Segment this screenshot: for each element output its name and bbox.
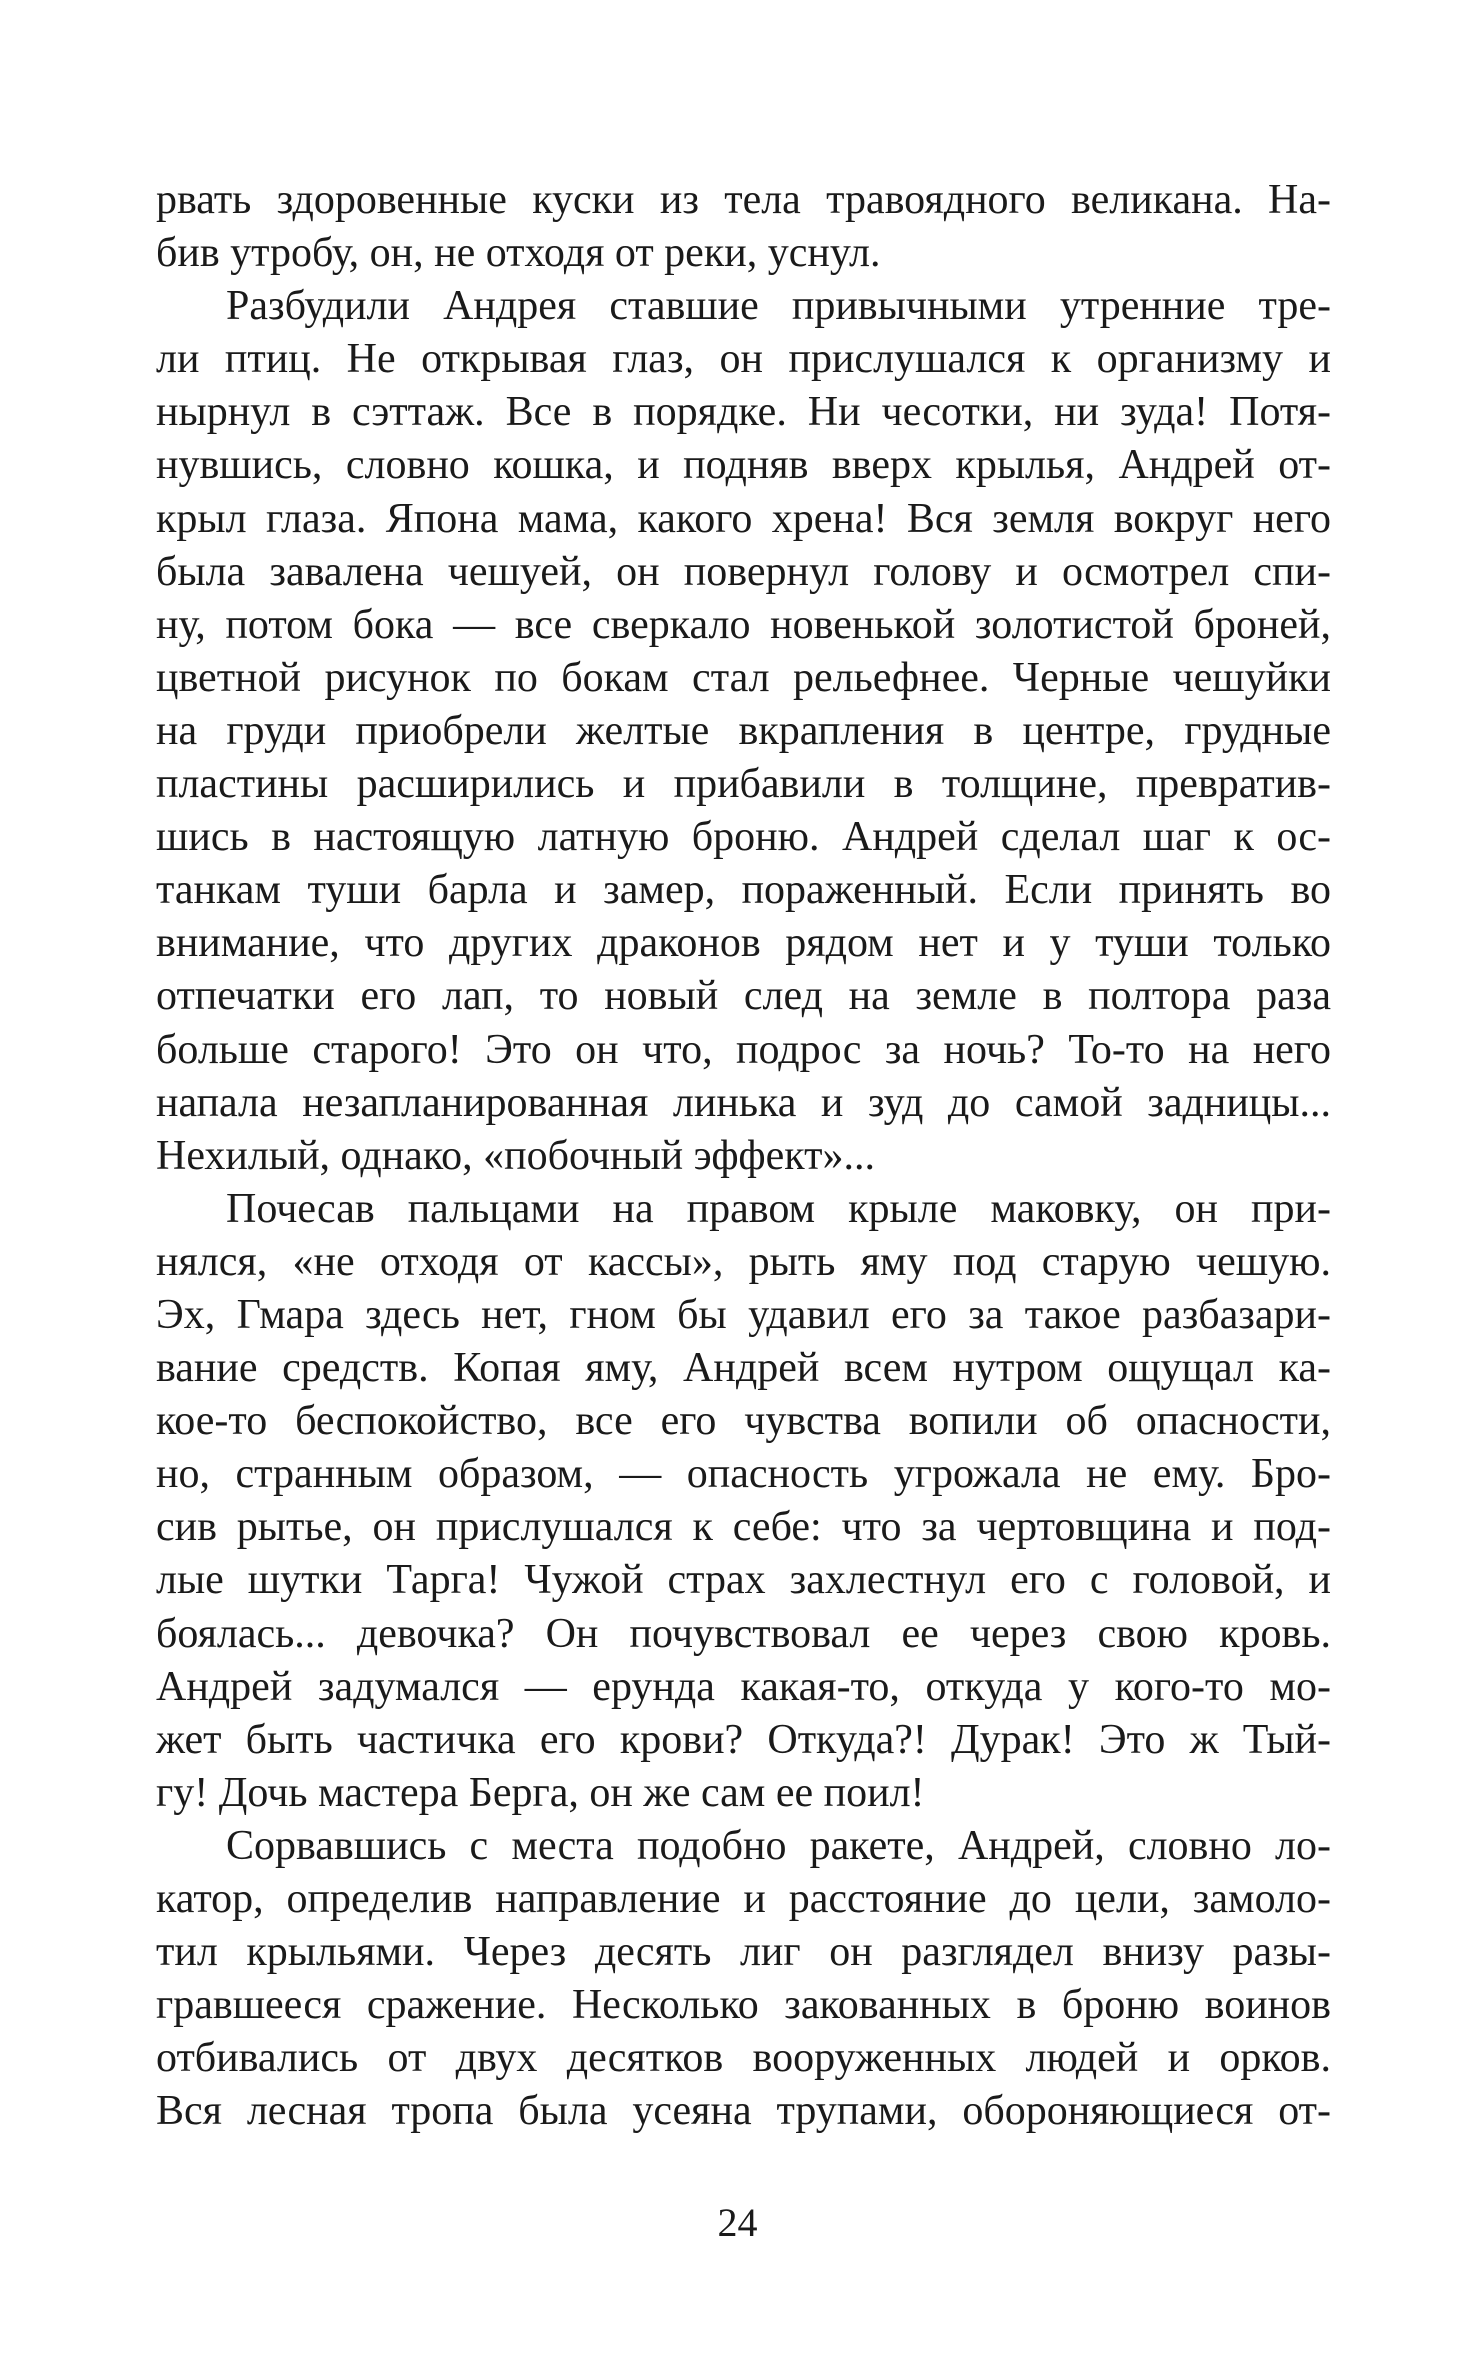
text-line: вание средств. Копая яму, Андрей всем нутром ощущал ка- xyxy=(156,1345,1331,1392)
text-line: крыл глаза. Япона мама, какого хрена! Вся земля вокруг него xyxy=(156,495,1331,542)
text-line: отбивались от двух десятков вооруженных людей и орков. xyxy=(156,2035,1331,2082)
text-line: нялся, «не отходя от кассы», рыть яму под старую чешую. xyxy=(156,1238,1331,1285)
text-line: ли птиц. Не открывая глаз, он прислушался к организму и xyxy=(156,336,1331,383)
text-line: жет быть частичка его крови? Откуда?! Дурак! Это ж Тый- xyxy=(156,1716,1331,1763)
text-line: Андрей задумался — ерунда какая-то, откуда у кого-то мо- xyxy=(156,1663,1331,1710)
paragraph xyxy=(156,280,1331,1183)
text-line: катор, определив направление и расстояние до цели, замоло- xyxy=(156,1876,1331,1922)
text-line: бив утробу, он, не отходя от реки, уснул. xyxy=(156,230,881,277)
text-line: нувшись, словно кошка, и подняв вверх крылья, Андрей от- xyxy=(156,442,1331,489)
text-line: Сорвавшись с места подобно ракете, Андрей, словно ло- xyxy=(226,1822,1331,1869)
text-line: Вся лесная тропа была усеяна трупами, обороняющиеся от- xyxy=(156,2088,1331,2135)
text-line: Нехилый, однако, «побочный эффект»... xyxy=(156,1132,875,1179)
text-line: отпечатки его лап, то новый след на земле в полтора раза xyxy=(156,973,1331,1020)
text-line: гу! Дочь мастера Берга, он же сам ее поил! xyxy=(156,1769,925,1816)
text-line: внимание, что других драконов рядом нет и у туши только xyxy=(156,920,1331,967)
text-line: танкам туши барла и замер, пораженный. Если принять во xyxy=(156,867,1331,914)
text-line: сив рытье, он прислушался к себе: что за чертовщина и под- xyxy=(156,1504,1331,1551)
text-line: Почесав пальцами на правом крыле маковку, он при- xyxy=(226,1185,1331,1232)
text-line: нырнул в сэттаж. Все в порядке. Ни чесотки, ни зуда! Потя- xyxy=(156,389,1331,436)
text-line: больше старого! Это он что, подрос за ночь? То-то на него xyxy=(156,1026,1331,1073)
paragraph xyxy=(156,1820,1331,2139)
text-line: ну, потом бока — все сверкало новенькой золотистой броней, xyxy=(156,601,1331,648)
text-line: но, странным образом, — опасность угрожала не ему. Бро- xyxy=(156,1451,1331,1498)
text-line: кое-то беспокойство, все его чувства вопили об опасности, xyxy=(156,1398,1331,1445)
text-line: Разбудили Андрея ставшие привычными утренние тре- xyxy=(226,283,1331,330)
text-line: шись в настоящую латную броню. Андрей сделал шаг к ос- xyxy=(156,814,1331,861)
text-line: тил крыльями. Через десять лиг он разглядел внизу разы- xyxy=(156,1929,1331,1976)
text-line: пластины расширились и прибавили в толщине, превратив- xyxy=(156,761,1331,808)
paragraph xyxy=(156,1183,1331,1820)
text-line: Эх, Гмара здесь нет, гном бы удавил его за такое разбазари- xyxy=(156,1291,1331,1338)
text-line: на груди приобрели желтые вкрапления в центре, грудные xyxy=(156,707,1331,754)
paragraph xyxy=(156,174,1331,280)
text-line: была завалена чешуей, он повернул голову и осмотрел спи- xyxy=(156,548,1331,595)
text-line: боялась... девочка? Он почувствовал ее через свою кровь. xyxy=(156,1610,1331,1657)
text-line: рвать здоровенные куски из тела травоядного великана. На- xyxy=(156,177,1331,223)
text-line: цветной рисунок по бокам стал рельефнее. Черные чешуйки xyxy=(156,654,1331,701)
text-line: напала незапланированная линька и зуд до самой задницы... xyxy=(156,1079,1331,1126)
text-line: гравшееся сражение. Несколько закованных в броню воинов xyxy=(156,1982,1331,2029)
text-line: лые шутки Тарга! Чужой страх захлестнул его с головой, и xyxy=(156,1557,1331,1604)
page-body xyxy=(156,174,1331,2138)
page-number: 24 xyxy=(717,2200,758,2245)
